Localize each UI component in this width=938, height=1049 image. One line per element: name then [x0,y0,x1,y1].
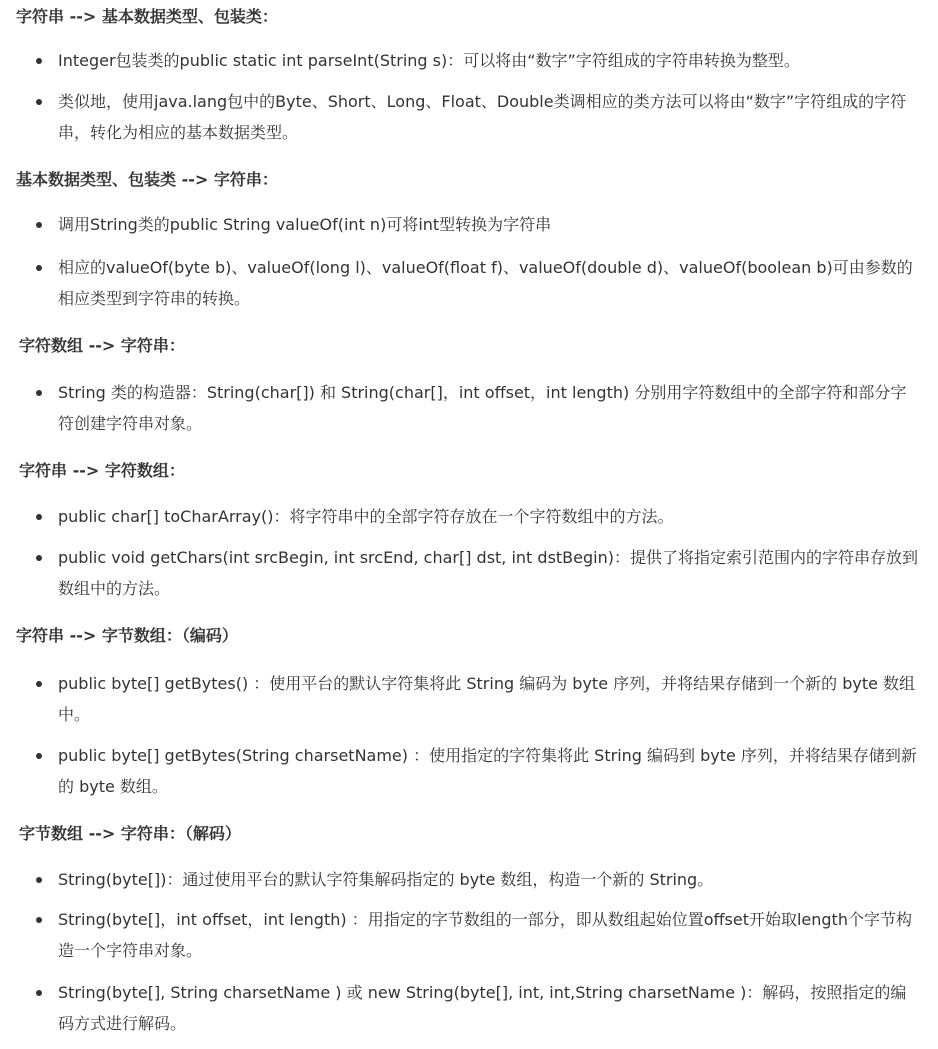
list-item: public void getChars(int srcBegin, int srcEnd, char[] dst, int dstBegin)：提供了将指定索引范围内的字符串存放到数组中的方法。 [58,542,918,604]
list-item: Integer包装类的public static int parseInt(String s)：可以将由“数字”字符组成的字符串转换为整型。 [58,45,918,76]
list-item: 类似地，使用java.lang包中的Byte、Short、Long、Float、Double类调相应的类方法可以将由“数字”字符组成的字符串，转化为相应的基本数据类型。 [58,86,918,148]
list-item: public char[] toCharArray()：将字符串中的全部字符存放在一个字符数组中的方法。 [58,501,918,532]
list-item: String(byte[], String charsetName ) 或 new String(byte[], int, int,String charsetName )：解码，按照指定的编码方式进行解码。 [58,977,918,1039]
list-item: public byte[] getBytes() ：使用平台的默认字符集将此 String 编码为 byte 序列，并将结果存储到一个新的 byte 数组中。 [58,668,918,730]
list-item: 调用String类的public String valueOf(int n)可将int型转换为字符串 [58,209,918,240]
section-heading: 字节数组 --> 字符串：（解码） [19,824,241,843]
section-heading: 字符串 --> 基本数据类型、包装类： [16,7,278,26]
section-heading: 字符串 --> 字符数组： [19,461,185,480]
list-item: String 类的构造器：String(char[]) 和 String(char[]，int offset，int length) 分别用字符数组中的全部字符和部分字符创建字符串对象。 [58,377,918,439]
list-item: String(byte[]，int offset，int length) ：用指定的字节数组的一部分，即从数组起始位置offset开始取length个字节构造一个字符串对象。 [58,904,918,966]
list-item: String(byte[])：通过使用平台的默认字符集解码指定的 byte 数组，构造一个新的 String。 [58,864,918,895]
list-item: 相应的valueOf(byte b)、valueOf(long l)、valueOf(float f)、valueOf(double d)、valueOf(boolean b)可由参数的相应类型到字符串的转换。 [58,252,918,314]
section-heading: 基本数据类型、包装类 --> 字符串： [16,170,278,189]
list-item: public byte[] getBytes(String charsetName) ：使用指定的字符集将此 String 编码到 byte 序列，并将结果存储到新的 byte 数组。 [58,740,918,802]
section-heading: 字符串 --> 字节数组：（编码） [16,626,238,645]
section-heading: 字符数组 --> 字符串： [19,336,185,355]
